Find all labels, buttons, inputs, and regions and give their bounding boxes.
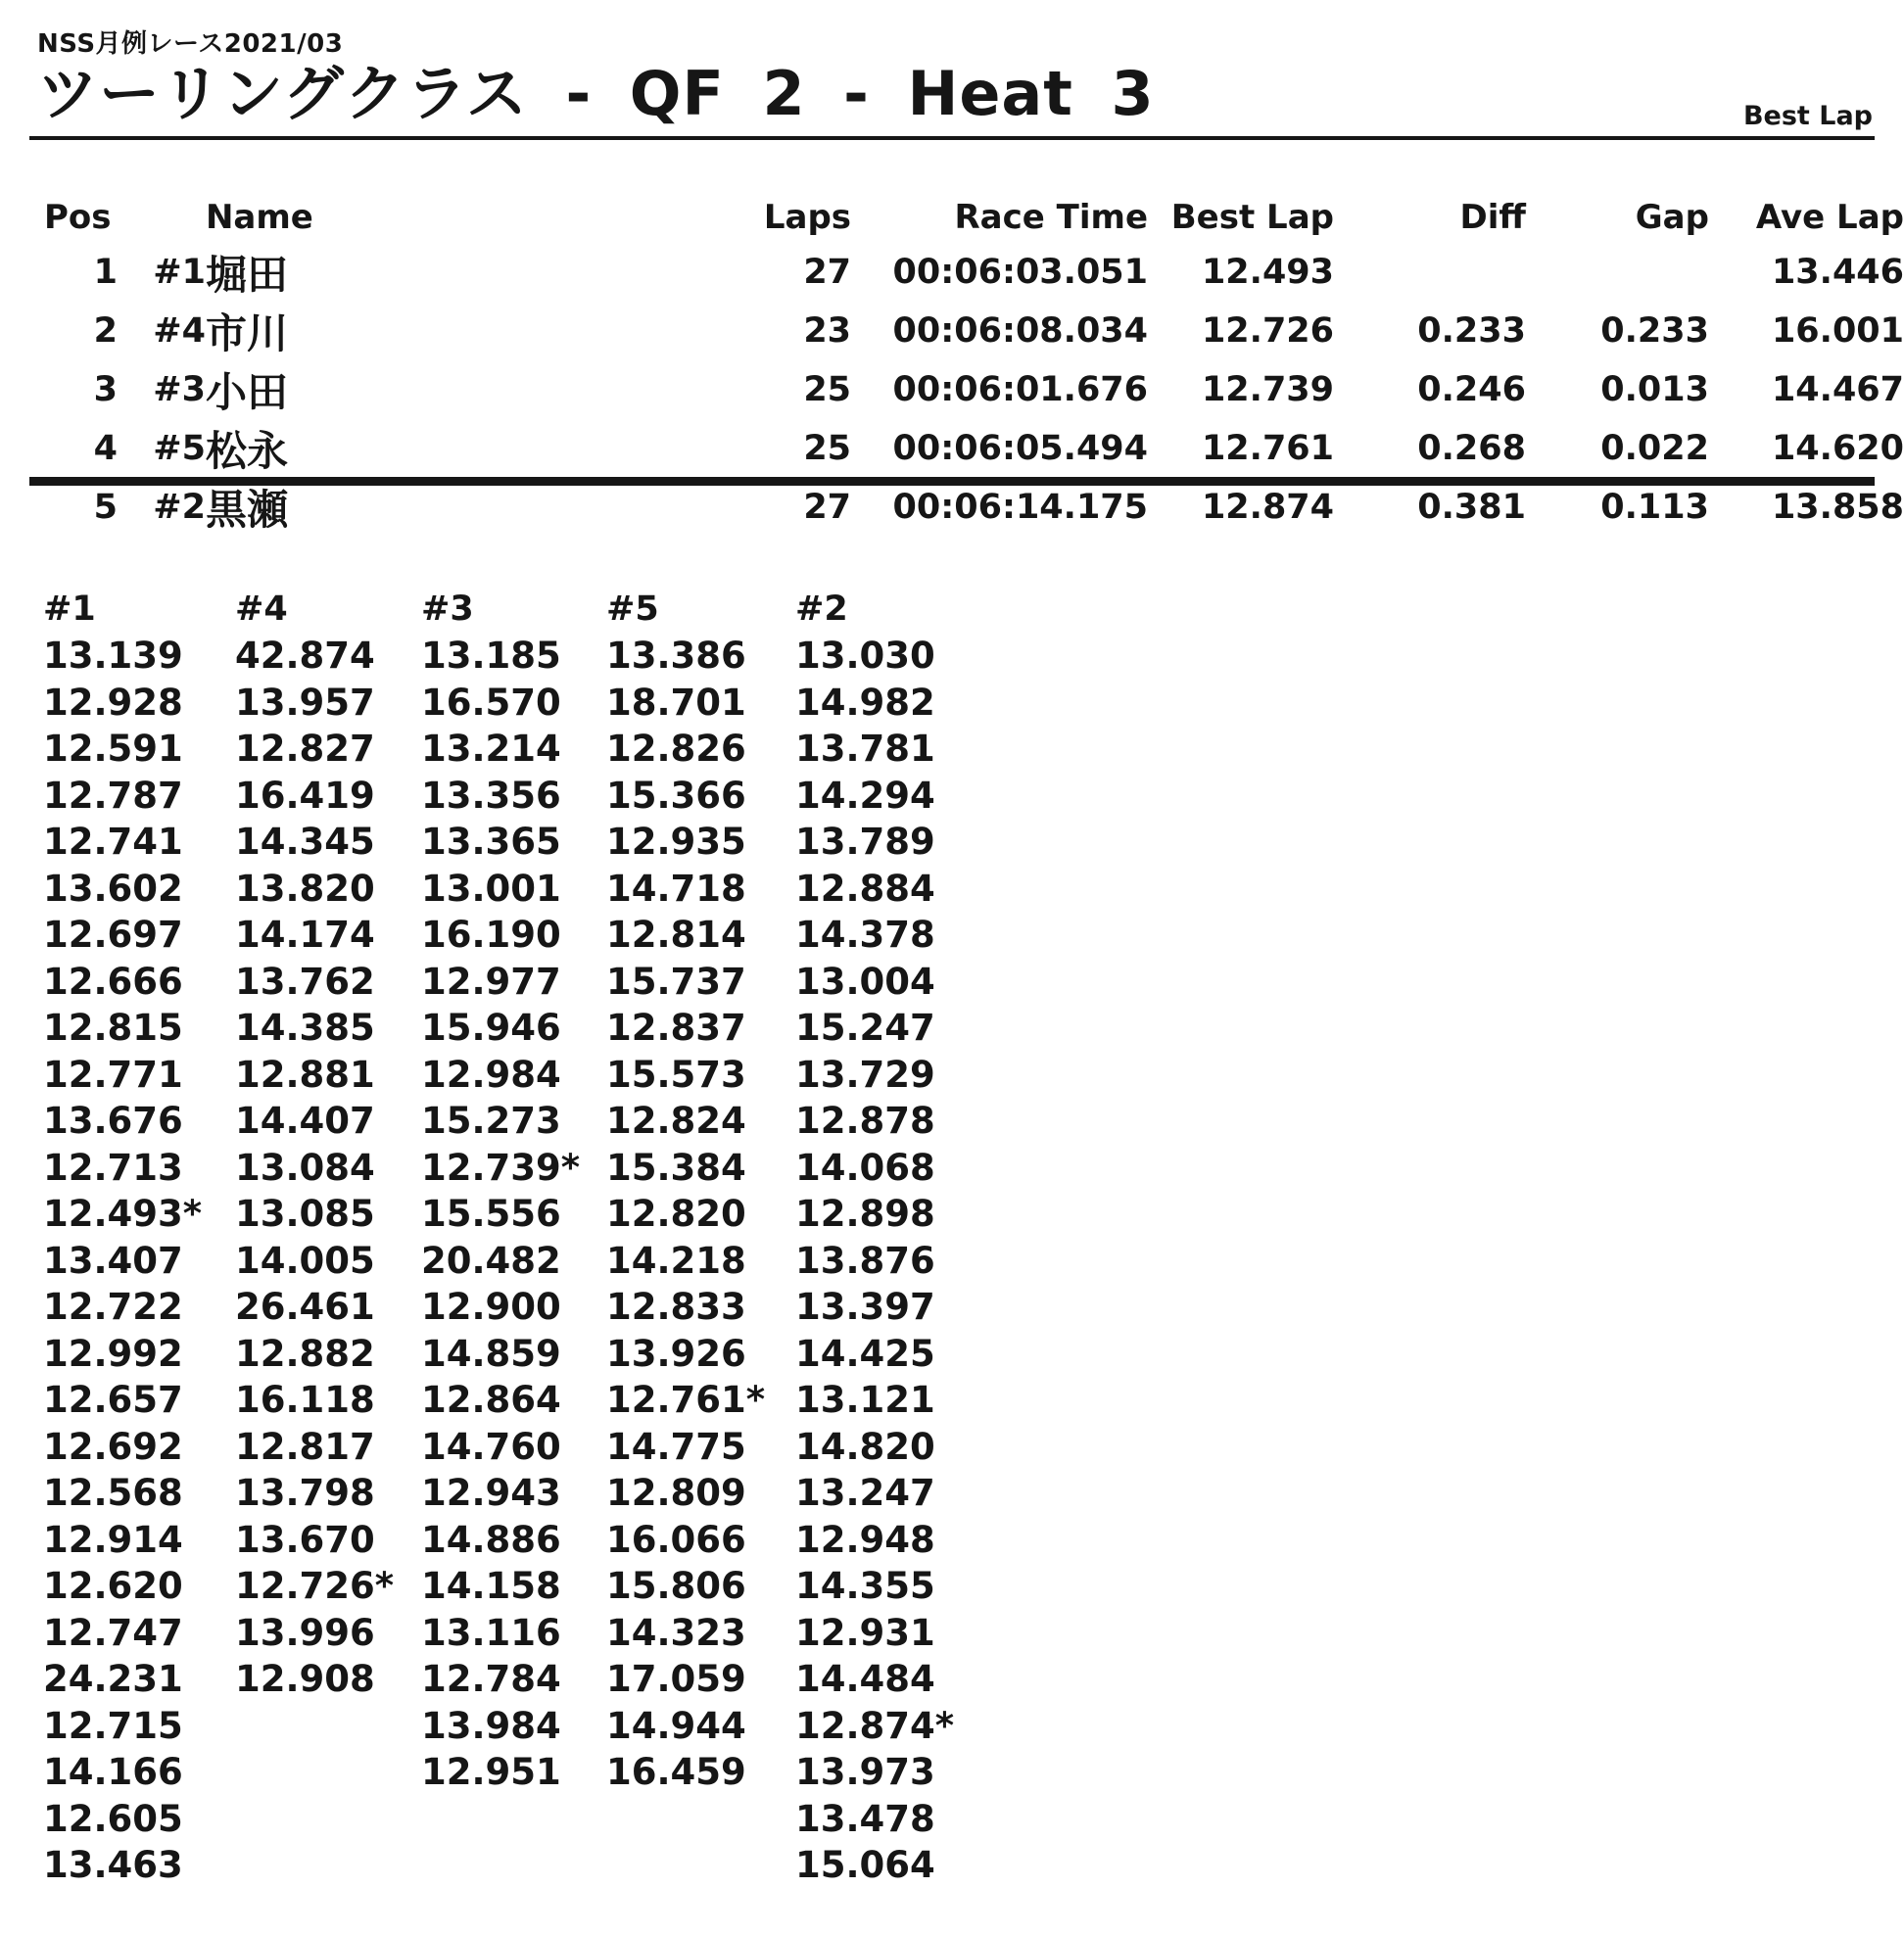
lap-time: 15.064 [795, 1844, 935, 1886]
lap-time: 12.928 [43, 681, 183, 724]
col-race-time: Race Time [954, 198, 1149, 237]
lap-time: 13.139 [43, 635, 183, 677]
lap-time: 13.356 [421, 774, 561, 817]
lap-column-header: #5 [606, 590, 659, 629]
lap-time: 13.084 [235, 1146, 375, 1189]
lap-time: 15.384 [606, 1146, 746, 1189]
lap-time: 12.984 [421, 1053, 561, 1096]
lap-time: 12.977 [421, 960, 561, 1003]
result-diff [1334, 243, 1526, 302]
result-race-time: 00:06:08.034 [892, 311, 1149, 351]
result-best-lap: 12.493 [1201, 253, 1334, 292]
result-laps: 23 [803, 311, 852, 351]
lap-time: 13.676 [43, 1100, 183, 1142]
lap-time: 12.992 [43, 1332, 183, 1375]
result-ave-lap: 14.620 [1771, 429, 1904, 468]
lap-time: 12.809 [606, 1472, 746, 1514]
lap-column-header: #4 [235, 590, 288, 629]
lap-time: 16.190 [421, 914, 561, 956]
lap-time: 18.701 [606, 681, 746, 724]
event-label: NSS月例レース2021/03 [37, 29, 344, 59]
col-gap: Gap [1635, 198, 1709, 237]
lap-time: 13.247 [795, 1472, 935, 1514]
lap-time: 14.718 [606, 867, 746, 910]
lap-time: 12.722 [43, 1286, 183, 1328]
lap-time: 12.935 [606, 821, 746, 863]
lap-time: 12.692 [43, 1425, 183, 1468]
result-laps: 25 [803, 370, 852, 409]
col-diff: Diff [1459, 198, 1526, 237]
result-car-number: #3 [153, 370, 206, 409]
lap-time: 24.231 [43, 1658, 183, 1700]
lap-time: 13.820 [235, 867, 375, 910]
result-laps: 27 [803, 253, 852, 292]
lap-time: 14.355 [795, 1565, 935, 1607]
lap-time: 26.461 [235, 1286, 375, 1328]
page-title: ツーリングクラス - QF 2 - Heat 3 [37, 58, 1155, 129]
lap-time: 12.882 [235, 1332, 375, 1375]
lap-time: 14.407 [235, 1100, 375, 1142]
result-ave-lap: 14.467 [1771, 370, 1904, 409]
lap-time: 13.996 [235, 1611, 375, 1654]
lap-time: 13.762 [235, 960, 375, 1003]
lap-time: 14.294 [795, 774, 935, 817]
result-pos: 4 [93, 429, 118, 468]
lap-time: 12.931 [795, 1611, 935, 1654]
lap-time: 14.345 [235, 821, 375, 863]
lap-times-table [43, 586, 991, 1889]
lap-time: 12.591 [43, 728, 183, 770]
lap-time: 15.273 [421, 1100, 561, 1142]
lap-time: 13.798 [235, 1472, 375, 1514]
lap-time: 12.620 [43, 1565, 183, 1607]
lap-time: 12.715 [43, 1704, 183, 1747]
lap-time: 12.948 [795, 1518, 935, 1561]
lap-time: 12.864 [421, 1379, 561, 1421]
lap-time: 13.602 [43, 867, 183, 910]
lap-time: 13.116 [421, 1611, 561, 1654]
result-best-lap: 12.726 [1201, 311, 1334, 351]
lap-time: 42.874 [235, 635, 375, 677]
col-name: Name [205, 198, 313, 237]
result-driver-name: 小田 [205, 368, 288, 416]
lap-time: 15.366 [606, 774, 746, 817]
result-diff: 0.246 [1417, 370, 1526, 409]
result-best-lap: 12.739 [1201, 370, 1334, 409]
result-race-time: 00:06:05.494 [892, 429, 1149, 468]
results-row [44, 243, 1904, 302]
lap-time: 12.874* [795, 1704, 955, 1747]
lap-time: 14.775 [606, 1425, 746, 1468]
result-race-time: 00:06:14.175 [892, 488, 1149, 527]
col-laps: Laps [763, 198, 852, 237]
title-divider [29, 136, 1875, 140]
lap-time: 12.784 [421, 1658, 561, 1700]
result-ave-lap: 13.858 [1771, 488, 1904, 527]
lap-time: 14.385 [235, 1007, 375, 1049]
lap-time: 12.666 [43, 960, 183, 1003]
lap-time: 12.771 [43, 1053, 183, 1096]
col-best-lap: Best Lap [1170, 198, 1334, 237]
lap-column-header: #3 [421, 590, 474, 629]
result-ave-lap: 16.001 [1771, 311, 1904, 351]
result-car-number: #2 [153, 488, 206, 527]
lap-time: 13.973 [795, 1751, 935, 1793]
lap-time: 13.876 [795, 1239, 935, 1282]
lap-time: 13.957 [235, 681, 375, 724]
col-ave-lap: Ave Lap [1755, 198, 1904, 237]
result-gap [1526, 243, 1709, 302]
result-pos: 1 [93, 253, 118, 292]
result-gap: 0.013 [1600, 370, 1709, 409]
lap-time: 13.781 [795, 728, 935, 770]
lap-time: 17.059 [606, 1658, 746, 1700]
lap-time: 14.378 [795, 914, 935, 956]
lap-time: 20.482 [421, 1239, 561, 1282]
lap-time: 13.004 [795, 960, 935, 1003]
lap-time: 13.789 [795, 821, 935, 863]
results-table-header [44, 192, 1904, 243]
result-pos: 3 [93, 370, 118, 409]
lap-time: 12.833 [606, 1286, 746, 1328]
lap-time: 12.900 [421, 1286, 561, 1328]
results-table-body [44, 243, 1904, 537]
lap-time: 12.824 [606, 1100, 746, 1142]
lap-column-2 [795, 586, 991, 1889]
result-laps: 25 [803, 429, 852, 468]
lap-time: 12.908 [235, 1658, 375, 1700]
result-diff: 0.268 [1417, 429, 1526, 468]
result-best-lap: 12.761 [1201, 429, 1334, 468]
lap-time: 12.747 [43, 1611, 183, 1654]
lap-time: 12.761* [606, 1379, 766, 1421]
lap-time: 13.478 [795, 1797, 935, 1840]
lap-time: 14.218 [606, 1239, 746, 1282]
lap-time: 13.386 [606, 635, 746, 677]
lap-time: 16.118 [235, 1379, 375, 1421]
lap-time: 12.787 [43, 774, 183, 817]
lap-column-header: #1 [43, 590, 96, 629]
lap-time: 13.984 [421, 1704, 561, 1747]
lap-time: 12.726* [235, 1565, 395, 1607]
lap-time: 13.365 [421, 821, 561, 863]
result-best-lap: 12.874 [1201, 488, 1334, 527]
lap-time: 14.944 [606, 1704, 746, 1747]
lap-time: 16.066 [606, 1518, 746, 1561]
lap-time: 12.881 [235, 1053, 375, 1096]
lap-time: 12.605 [43, 1797, 183, 1840]
result-car-number: #4 [153, 311, 206, 351]
lap-time: 13.001 [421, 867, 561, 910]
lap-time: 14.886 [421, 1518, 561, 1561]
lap-time: 13.185 [421, 635, 561, 677]
results-row [44, 419, 1904, 478]
lap-time: 13.397 [795, 1286, 935, 1328]
lap-time: 14.068 [795, 1146, 935, 1189]
result-race-time: 00:06:03.051 [892, 253, 1149, 292]
lap-time: 12.568 [43, 1472, 183, 1514]
col-car [118, 192, 206, 243]
lap-time: 13.030 [795, 635, 935, 677]
results-row [44, 302, 1904, 360]
lap-time: 14.859 [421, 1332, 561, 1375]
lap-column-1 [43, 586, 235, 1889]
lap-time: 12.898 [795, 1193, 935, 1235]
lap-time: 12.814 [606, 914, 746, 956]
results-divider [29, 477, 1875, 486]
lap-time: 12.657 [43, 1379, 183, 1421]
lap-time: 12.914 [43, 1518, 183, 1561]
lap-column-5 [606, 586, 795, 1796]
lap-time: 13.407 [43, 1239, 183, 1282]
result-driver-name: 市川 [205, 309, 288, 357]
lap-time: 12.943 [421, 1472, 561, 1514]
lap-time: 12.820 [606, 1193, 746, 1235]
lap-time: 12.951 [421, 1751, 561, 1793]
lap-time: 14.760 [421, 1425, 561, 1468]
lap-time: 14.005 [235, 1239, 375, 1282]
results-row [44, 478, 1904, 537]
lap-time: 13.214 [421, 728, 561, 770]
result-car-number: #5 [153, 429, 206, 468]
lap-time: 15.806 [606, 1565, 746, 1607]
result-driver-name: 松永 [205, 427, 288, 475]
lap-time: 16.459 [606, 1751, 746, 1793]
lap-column-3 [421, 586, 606, 1796]
lap-time: 12.878 [795, 1100, 935, 1142]
lap-time: 12.493* [43, 1193, 203, 1235]
lap-time: 12.826 [606, 728, 746, 770]
lap-time: 16.570 [421, 681, 561, 724]
lap-column-header: #2 [795, 590, 848, 629]
lap-time: 12.815 [43, 1007, 183, 1049]
lap-time: 13.729 [795, 1053, 935, 1096]
result-ave-lap: 13.446 [1771, 253, 1904, 292]
lap-time: 12.827 [235, 728, 375, 770]
lap-time: 16.419 [235, 774, 375, 817]
col-pos: Pos [44, 198, 112, 237]
lap-time: 12.739* [421, 1146, 581, 1189]
result-gap: 0.022 [1600, 429, 1709, 468]
lap-time: 14.166 [43, 1751, 183, 1793]
lap-time: 12.741 [43, 821, 183, 863]
results-row [44, 360, 1904, 419]
lap-time: 13.121 [795, 1379, 935, 1421]
result-diff: 0.233 [1417, 311, 1526, 351]
lap-time: 12.713 [43, 1146, 183, 1189]
result-gap: 0.113 [1600, 488, 1709, 527]
result-laps: 27 [803, 488, 852, 527]
lap-time: 12.817 [235, 1425, 375, 1468]
lap-time: 15.737 [606, 960, 746, 1003]
result-gap: 0.233 [1600, 311, 1709, 351]
lap-time: 12.884 [795, 867, 935, 910]
lap-time: 13.463 [43, 1844, 183, 1886]
result-pos: 5 [93, 488, 118, 527]
result-driver-name: 黒瀬 [205, 486, 288, 534]
result-race-time: 00:06:01.676 [892, 370, 1149, 409]
lap-time: 12.837 [606, 1007, 746, 1049]
lap-time: 15.247 [795, 1007, 935, 1049]
lap-time: 15.556 [421, 1193, 561, 1235]
result-driver-name: 堀田 [205, 251, 288, 299]
result-pos: 2 [93, 311, 118, 351]
lap-time: 14.158 [421, 1565, 561, 1607]
lap-time: 14.425 [795, 1332, 935, 1375]
lap-time: 13.085 [235, 1193, 375, 1235]
result-diff: 0.381 [1417, 488, 1526, 527]
result-car-number: #1 [153, 253, 206, 292]
lap-time: 14.323 [606, 1611, 746, 1654]
lap-time: 14.484 [795, 1658, 935, 1700]
lap-time: 14.820 [795, 1425, 935, 1468]
lap-time: 15.573 [606, 1053, 746, 1096]
results-header-row [44, 192, 1904, 243]
lap-time: 12.697 [43, 914, 183, 956]
lap-time: 14.982 [795, 681, 935, 724]
lap-time: 15.946 [421, 1007, 561, 1049]
best-lap-corner-label: Best Lap [1742, 101, 1873, 131]
lap-time: 14.174 [235, 914, 375, 956]
lap-time: 13.670 [235, 1518, 375, 1561]
lap-column-4 [235, 586, 421, 1703]
lap-time: 13.926 [606, 1332, 746, 1375]
